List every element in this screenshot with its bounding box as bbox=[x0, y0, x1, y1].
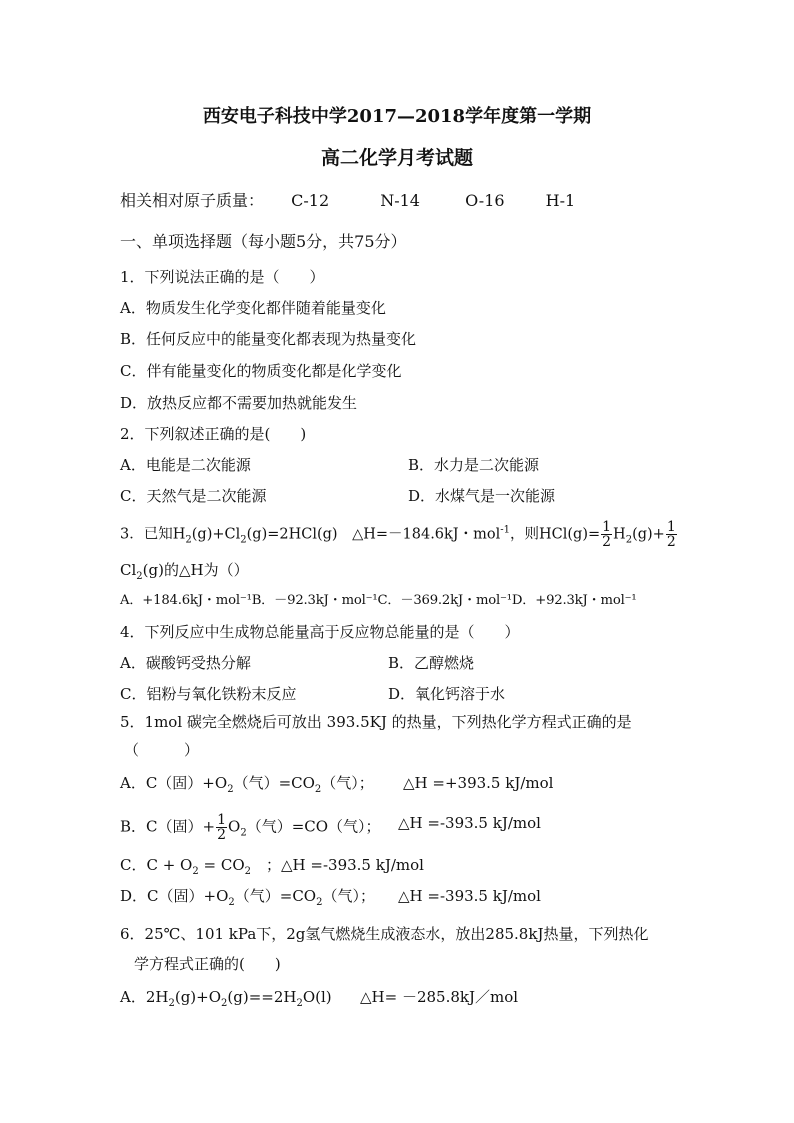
q2-stem: 2．下列叙述正确的是( ) bbox=[120, 425, 307, 443]
q5d-mid: （气）=CO bbox=[234, 887, 317, 905]
q6a-mid1: (g)+O bbox=[174, 988, 222, 1006]
q5-stem-line2: （ ） bbox=[124, 741, 200, 759]
q5b-mid: O bbox=[228, 817, 241, 836]
q3-fraction-1 bbox=[601, 520, 612, 549]
q5a-post: （气）； bbox=[321, 774, 374, 792]
q3-frac1-num: 1 bbox=[602, 519, 612, 535]
mass-n: N-14 bbox=[380, 191, 420, 210]
q5d-pre: D．C（固）+O bbox=[120, 887, 229, 905]
q1-stem: 1．下列说法正确的是（ ） bbox=[120, 268, 325, 286]
q2-option-d: D．水煤气是一次能源 bbox=[408, 487, 556, 505]
q5-option-c bbox=[120, 855, 424, 875]
q5c-mid: = CO bbox=[198, 856, 245, 874]
q5b-pre: B．C（固）+ bbox=[120, 817, 216, 836]
q3-sub-2: 2 bbox=[240, 534, 247, 546]
q3-frac2-num: 1 bbox=[666, 519, 676, 535]
q5-option-d-dh: △H =-393.5 kJ/mol bbox=[398, 887, 541, 905]
q6a-mid2: (g)==2H bbox=[227, 988, 297, 1006]
q5a-mid: （气）=CO bbox=[233, 774, 315, 792]
q2-option-c: C．天然气是二次能源 bbox=[120, 487, 267, 505]
q1-option-d: D．放热反应都不需要加热就能发生 bbox=[120, 394, 358, 412]
q5-stem: 5．1mol 碳完全燃烧后可放出 393.5KJ 的热量，下列热化学方程式正确的是 bbox=[120, 713, 632, 731]
q6a-post: O(l) bbox=[302, 988, 332, 1006]
q3-sup-1: -1 bbox=[500, 524, 510, 536]
q5d-sub2: 2 bbox=[316, 897, 323, 908]
q5-option-b-dh: △H =-393.5 kJ/mol bbox=[398, 814, 541, 832]
q2-option-a: A．电能是二次能源 bbox=[120, 456, 251, 474]
exam-title: 西安电子科技中学2017—2018学年度第一学期 bbox=[202, 106, 592, 127]
q3-eq-4: ，则HCl(g)= bbox=[510, 526, 601, 543]
q3-sub-3: 2 bbox=[625, 534, 633, 546]
q3-eq-1: H bbox=[172, 526, 186, 543]
atomic-masses bbox=[120, 191, 575, 211]
q5c-post: ；△H =-393.5 kJ/mol bbox=[251, 856, 424, 874]
q6a-pre: A．2H bbox=[120, 988, 169, 1006]
mass-o: O-16 bbox=[465, 191, 505, 210]
q6-stem: 6．25℃、101 kPa下，2g氢气燃烧生成液态水，放出285.8kJ热量，下列热化 bbox=[120, 925, 649, 943]
q5c-sub1: 2 bbox=[192, 866, 199, 877]
section-heading: 一、单项选择题（每小题5分，共75分） bbox=[120, 232, 407, 251]
q6a-sub2: 2 bbox=[221, 998, 228, 1009]
q5b-fraction bbox=[216, 813, 227, 842]
exam-subtitle: 高二化学月考试题 bbox=[320, 147, 473, 169]
q5-option-d bbox=[120, 886, 375, 906]
q5b-frac-num: 1 bbox=[217, 812, 226, 828]
q1-option-a: A．物质发生化学变化都伴随着能量变化 bbox=[120, 299, 386, 317]
q4-option-a: A．碳酸钙受热分解 bbox=[120, 654, 251, 672]
q3-eq-6: (g)+ bbox=[632, 526, 665, 543]
q3-line2-b: (g)的△H为（） bbox=[142, 561, 249, 579]
q5a-pre: A．C（固）+O bbox=[120, 774, 228, 792]
mass-c: C-12 bbox=[291, 191, 330, 210]
q5b-frac-den: 2 bbox=[217, 827, 226, 843]
q4-option-b: B．乙醇燃烧 bbox=[388, 654, 475, 672]
q5c-pre: C．C + O bbox=[120, 856, 193, 874]
q6-option-a-dh: △H= －285.8kJ／mol bbox=[360, 988, 519, 1006]
q3-sub-1: 2 bbox=[185, 534, 192, 546]
q3-num: 3．已知 bbox=[120, 526, 173, 543]
q5-option-b bbox=[120, 813, 381, 842]
q1-option-b: B．任何反应中的能量变化都表现为热量变化 bbox=[120, 330, 417, 348]
q5a-sub1: 2 bbox=[227, 784, 234, 795]
mass-h: H-1 bbox=[545, 191, 576, 210]
q3-line2-a: Cl bbox=[120, 561, 137, 579]
q3-line2-sub: 2 bbox=[136, 571, 143, 582]
q5c-sub2: 2 bbox=[244, 866, 251, 877]
q6-stem-line2: 学方程式正确的( ) bbox=[134, 955, 281, 973]
q5-option-a bbox=[120, 773, 374, 793]
q3-eq-5: H bbox=[613, 526, 626, 543]
q3-frac1-den: 2 bbox=[602, 534, 612, 550]
q5d-post: （气）； bbox=[322, 887, 375, 905]
q4-option-c: C．铝粉与氧化铁粉末反应 bbox=[120, 685, 297, 703]
q4-option-d: D．氧化钙溶于水 bbox=[388, 685, 506, 703]
q5a-sub2: 2 bbox=[314, 784, 322, 795]
atomic-masses-label: 相关相对原子质量： bbox=[120, 191, 265, 210]
q3-eq-2: (g)+Cl bbox=[191, 526, 241, 543]
q3-stem bbox=[120, 520, 678, 549]
q3-stem-line2 bbox=[120, 560, 249, 580]
q6a-sub1: 2 bbox=[168, 998, 175, 1009]
q6a-sub3: 2 bbox=[296, 998, 303, 1009]
q3-fraction-2 bbox=[666, 520, 677, 549]
q4-stem: 4．下列反应中生成物总能量高于反应物总能量的是（ ） bbox=[120, 623, 520, 641]
q5b-sub1: 2 bbox=[240, 827, 247, 839]
q3-eq-3: (g)=2HCl(g) △H=－184.6kJ・mol bbox=[246, 526, 501, 543]
q5d-sub1: 2 bbox=[228, 897, 235, 908]
q6-option-a bbox=[120, 987, 332, 1007]
q5-option-a-dh: △H =+393.5 kJ/mol bbox=[403, 774, 554, 792]
q3-options: A．+184.6kJ・mol⁻¹B．－92.3kJ・mol⁻¹C．－369.2kJ・mol⁻¹D．+92.3kJ・mol⁻¹ bbox=[120, 593, 637, 608]
q1-option-c: C．伴有能量变化的物质变化都是化学变化 bbox=[120, 362, 402, 380]
q5b-post: （气）=CO（气）； bbox=[246, 817, 381, 836]
q3-frac2-den: 2 bbox=[666, 534, 676, 550]
q2-option-b: B．水力是二次能源 bbox=[408, 456, 540, 474]
